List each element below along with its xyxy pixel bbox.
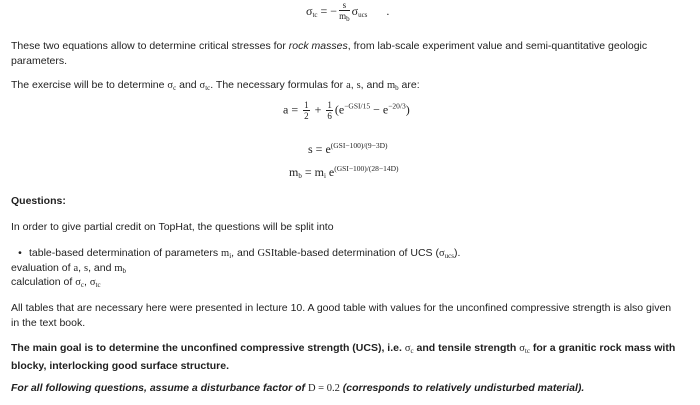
var-gsi: GSI (257, 248, 275, 259)
text: and tensile strength (413, 342, 520, 354)
var-m: m (386, 80, 396, 91)
subscript: tc (312, 10, 318, 19)
text: table-based determination of parameters (29, 247, 222, 259)
lhs: s = e (308, 142, 331, 156)
subscript: ucs (444, 252, 454, 260)
exponent: (GSI−100)/(9−3D) (330, 141, 388, 150)
text: , and (360, 79, 387, 91)
text: ). (453, 247, 461, 259)
numerator: 1 (327, 100, 332, 110)
text: For all following questions, assume a disturbance factor of (11, 382, 308, 394)
var-s: s (356, 80, 361, 91)
var-a: a (73, 263, 79, 274)
sigma-symbol: σ (89, 277, 96, 288)
text: , (350, 79, 357, 91)
equals-minus: = − (317, 3, 338, 18)
text: calculation of (11, 276, 76, 288)
plus: + (311, 102, 325, 117)
text: , and (231, 247, 258, 259)
sigma-symbol: σ (351, 3, 359, 18)
numerator: 1 (304, 100, 309, 110)
subscript: tc (524, 347, 530, 355)
equation-s (308, 141, 388, 157)
questions-heading: Questions: (11, 195, 66, 207)
emphasis: rock masses (288, 40, 348, 52)
var-m: m (114, 263, 123, 274)
text: The exercise will be to determine (11, 79, 168, 91)
disturbance-note (11, 381, 681, 396)
var-a: a (346, 80, 351, 91)
denominator (339, 11, 350, 24)
partial-credit-text: In order to give partial credit on TopHat, the questions will be split into (11, 221, 334, 233)
subscript: c (173, 84, 177, 92)
subscript: c (80, 281, 84, 289)
subscript: c (410, 347, 414, 355)
exercise-paragraph (11, 78, 681, 96)
mi: = m (301, 165, 324, 179)
tables-paragraph: All tables that are necessary here were presented in lecture 10. A good table with values for the unconfined compressive strength is also given in the text book. (11, 302, 672, 329)
equation-a (283, 100, 410, 121)
equation-period: . (386, 3, 390, 18)
sigma-symbol: σ (438, 248, 445, 259)
den-sub: b (346, 15, 350, 23)
intro-paragraph (11, 39, 681, 69)
subscript: b (298, 172, 302, 180)
text: for a granitic rock mass with blocky, interlocking good surface structure. (11, 342, 676, 372)
subscript: tc (205, 84, 211, 92)
text: . The necessary formulas for (210, 79, 347, 91)
text: These two equations allow to determine critical stresses for (11, 40, 289, 52)
var-s: s (83, 263, 89, 274)
sigma-symbol: σ (167, 80, 174, 91)
equation-mb (289, 164, 399, 180)
exp-base: e (325, 165, 335, 179)
text: evaluation of (11, 262, 74, 274)
subscript: b (395, 84, 399, 92)
text: , from lab-scale experiment value and semi-quantitative geologic parameters. (11, 40, 648, 67)
fraction (326, 100, 333, 121)
tensile-strength-equation (306, 0, 389, 24)
exponent: −GSI/15 (344, 101, 371, 111)
exponent: (GSI−100)/(28−14D) (334, 164, 399, 173)
subscript: b (122, 267, 127, 275)
subscript: i (229, 252, 232, 260)
text: The main goal is to determine the unconfined compressive strength (UCS), i.e. (11, 342, 405, 354)
lhs: a = (283, 102, 302, 117)
calculation-line (11, 275, 681, 293)
subscript: ucs (358, 10, 368, 19)
var-m: m (221, 248, 230, 259)
sigma-symbol: σ (199, 80, 206, 91)
fraction (339, 0, 350, 24)
sigma-symbol: σ (306, 3, 313, 18)
subscript: i (323, 172, 326, 180)
text: , (84, 276, 90, 288)
text: , and (88, 262, 115, 274)
text: , (78, 262, 84, 274)
open-exp: (e (334, 102, 345, 117)
exponent: −20/3 (388, 101, 406, 111)
bullet-icon: • (18, 247, 22, 259)
lhs: m (289, 165, 299, 179)
sigma-symbol: σ (519, 343, 525, 354)
text: are: (398, 79, 420, 91)
text: table-based determination of UCS ( (274, 247, 439, 259)
denominator: 6 (327, 111, 332, 121)
sigma-symbol: σ (75, 277, 81, 288)
fraction (303, 100, 310, 121)
disturbance-value: D = 0.2 (307, 383, 340, 394)
text: and (176, 79, 200, 91)
text: (corresponds to relatively undisturbed material). (339, 382, 585, 394)
denominator: 2 (304, 111, 309, 121)
close-paren: ) (405, 102, 410, 117)
numerator: s (339, 0, 350, 11)
minus-exp: − e (370, 102, 389, 117)
den-m: m (339, 11, 347, 21)
main-goal-paragraph (11, 341, 681, 374)
subscript: tc (95, 281, 101, 289)
sigma-symbol: σ (404, 343, 411, 354)
